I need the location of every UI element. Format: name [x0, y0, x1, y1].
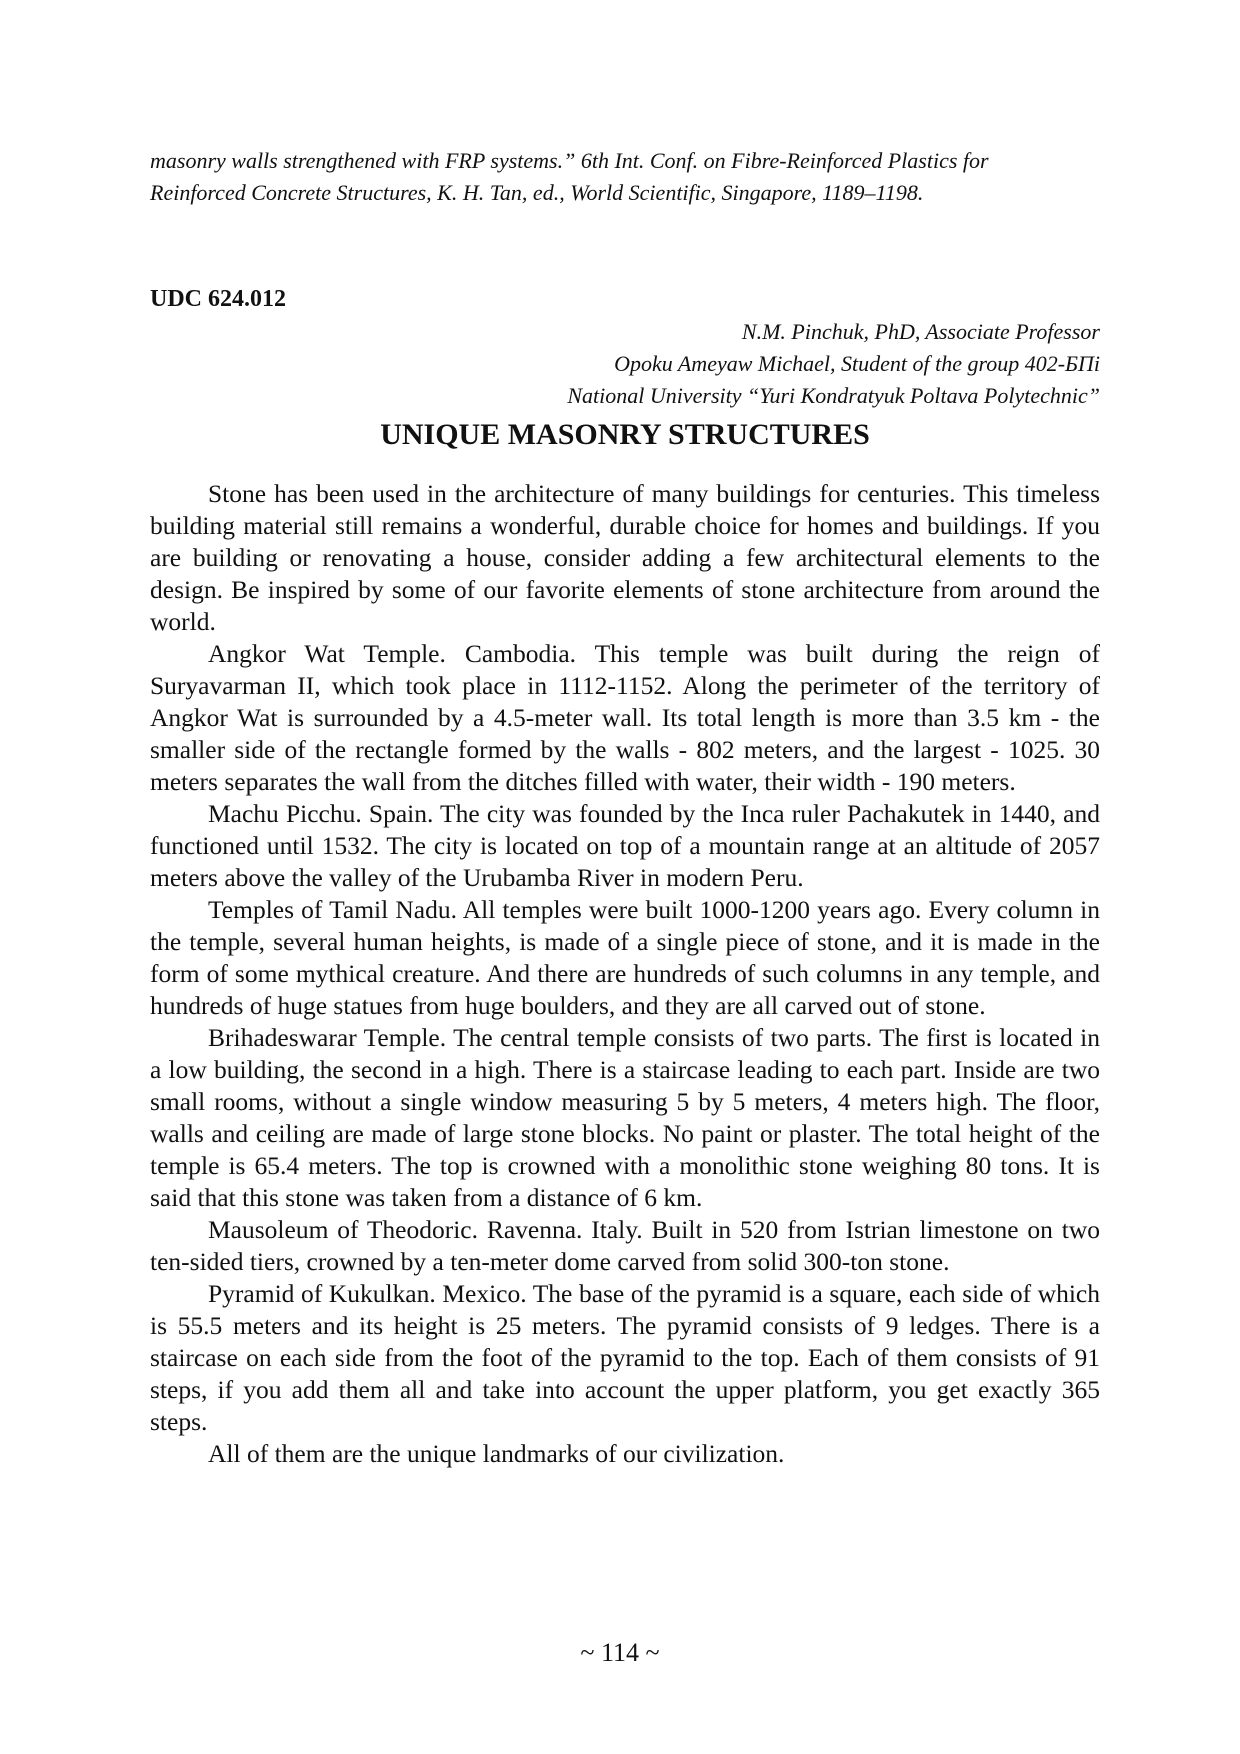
author-line: N.M. Pinchuk, PhD, Associate Professor — [741, 319, 1100, 344]
paragraph: Mausoleum of Theodoric. Ravenna. Italy. Built in 520 from Istrian limestone on two ten-sided tiers, crowned by a ten-meter dome carved from solid 300-ton stone. — [150, 1215, 1100, 1276]
author-line: Opoku Ameyaw Michael, Student of the group 402-БПі — [614, 351, 1100, 376]
paragraph: Stone has been used in the architecture of many buildings for centuries. This timeless building material still remains a wonderful, durable choice for homes and buildings. If you are building or renovating a house, consider adding a few architectural elements to the design. Be inspired by some of our favorite elements of stone architecture from around the world. — [150, 479, 1100, 636]
paragraph: Temples of Tamil Nadu. All temples were built 1000-1200 years ago. Every column in the temple, several human heights, is made of a single piece of stone, and it is made in the form of some mythical creature. And there are hundreds of such columns in any temple, and hundreds of huge statues from huge boulders, and they are all carved out of stone. — [150, 895, 1100, 1020]
paragraph: All of them are the unique landmarks of our civilization. — [208, 1439, 785, 1468]
affiliation-line: National University “Yuri Kondratyuk Poltava Polytechnic” — [567, 383, 1100, 408]
page-number: ~ 114 ~ — [580, 1638, 660, 1667]
reference-line: Reinforced Concrete Structures, K. H. Tan, ed., World Scientific, Singapore, 1189–1198. — [150, 180, 924, 205]
article-body — [150, 478, 1100, 1470]
author-block — [567, 316, 1100, 412]
reference-continuation — [150, 145, 1100, 209]
udc-code: UDC 624.012 — [150, 286, 286, 312]
paragraph: Machu Picchu. Spain. The city was founded by the Inca ruler Pachakutek in 1440, and functioned until 1532. The city is located on top of a mountain range at an altitude of 2057 meters above the valley of the Urubamba River in modern Peru. — [150, 799, 1100, 892]
reference-line: masonry walls strengthened with FRP systems.” 6th Int. Conf. on Fibre-Reinforced Plastics for — [150, 148, 989, 173]
article-title: UNIQUE MASONRY STRUCTURES — [380, 418, 870, 451]
paragraph: Angkor Wat Temple. Cambodia. This temple was built during the reign of Suryavarman II, which took place in 1112-1152. Along the perimeter of the territory of Angkor Wat is surrounded by a 4.5-meter wall. Its total length is more than 3.5 km - the smaller side of the rectangle formed by the walls - 802 meters, and the largest - 1025. 30 meters separates the wall from the ditches filled with water, their width - 190 meters. — [150, 639, 1100, 796]
paragraph: Pyramid of Kukulkan. Mexico. The base of the pyramid is a square, each side of which is 55.5 meters and its height is 25 meters. The pyramid consists of 9 ledges. There is a staircase on each side from the foot of the pyramid to the top. Each of them consists of 91 steps, if you add them all and take into account the upper platform, you get exactly 365 steps. — [150, 1279, 1100, 1436]
paragraph: Brihadeswarar Temple. The central temple consists of two parts. The first is located in a low building, the second in a high. There is a staircase leading to each part. Inside are two small rooms, without a single window measuring 5 by 5 meters, 4 meters high. The floor, walls and ceiling are made of large stone blocks. No paint or plaster. The total height of the temple is 65.4 meters. The top is crowned with a monolithic stone weighing 80 tons. It is said that this stone was taken from a distance of 6 km. — [150, 1023, 1100, 1212]
